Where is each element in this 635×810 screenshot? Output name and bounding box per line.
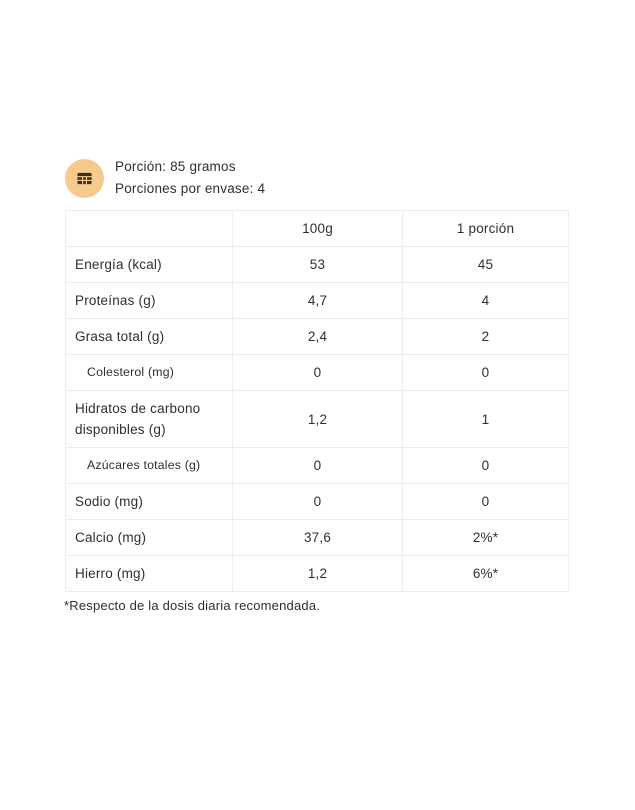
value-100g: 4,7 [233, 283, 403, 319]
value-100g: 37,6 [233, 520, 403, 556]
nutrient-label: Energía (kcal) [66, 247, 233, 283]
value-1-porcion: 0 [403, 448, 569, 484]
value-1-porcion: 0 [403, 484, 569, 520]
value-100g: 53 [233, 247, 403, 283]
table-row [66, 448, 569, 484]
footnote: *Respecto de la dosis diaria recomendada. [64, 598, 321, 613]
table-body [66, 247, 569, 592]
nutrient-label: Grasa total (g) [66, 319, 233, 355]
value-1-porcion: 0 [403, 355, 569, 391]
nutrient-label: Azúcares totales (g) [66, 448, 233, 484]
table-row [66, 283, 569, 319]
value-1-porcion: 2%* [403, 520, 569, 556]
value-100g: 0 [233, 448, 403, 484]
nutrient-label: Hidratos de carbono disponibles (g) [66, 391, 233, 448]
value-100g: 1,2 [233, 391, 403, 448]
table-header [66, 211, 569, 247]
value-100g: 0 [233, 484, 403, 520]
nutrient-label: Calcio (mg) [66, 520, 233, 556]
column-header-100g: 100g [233, 211, 403, 247]
column-header-1-porcion: 1 porción [403, 211, 569, 247]
table-row [66, 319, 569, 355]
nutrient-label: Colesterol (mg) [66, 355, 233, 391]
nutrition-table [65, 210, 569, 592]
value-100g: 0 [233, 355, 403, 391]
value-1-porcion: 45 [403, 247, 569, 283]
serving-text [115, 156, 265, 200]
table-row [66, 355, 569, 391]
header-row [66, 211, 569, 247]
value-100g: 2,4 [233, 319, 403, 355]
portion-badge [65, 159, 104, 198]
value-100g: 1,2 [233, 556, 403, 592]
value-1-porcion: 2 [403, 319, 569, 355]
table-row [66, 391, 569, 448]
value-1-porcion: 1 [403, 391, 569, 448]
table-row [66, 520, 569, 556]
table-grid-icon [76, 170, 93, 187]
table-row [66, 247, 569, 283]
portions-per-package-text: Porciones por envase: 4 [115, 181, 266, 196]
nutrient-label: Proteínas (g) [66, 283, 233, 319]
nutrient-label: Hierro (mg) [66, 556, 233, 592]
table-row [66, 556, 569, 592]
column-header-empty [66, 211, 233, 247]
nutrient-label: Sodio (mg) [66, 484, 233, 520]
portion-size-text: Porción: 85 gramos [115, 159, 236, 174]
value-1-porcion: 4 [403, 283, 569, 319]
serving-info [65, 156, 265, 200]
table-row [66, 484, 569, 520]
value-1-porcion: 6%* [403, 556, 569, 592]
